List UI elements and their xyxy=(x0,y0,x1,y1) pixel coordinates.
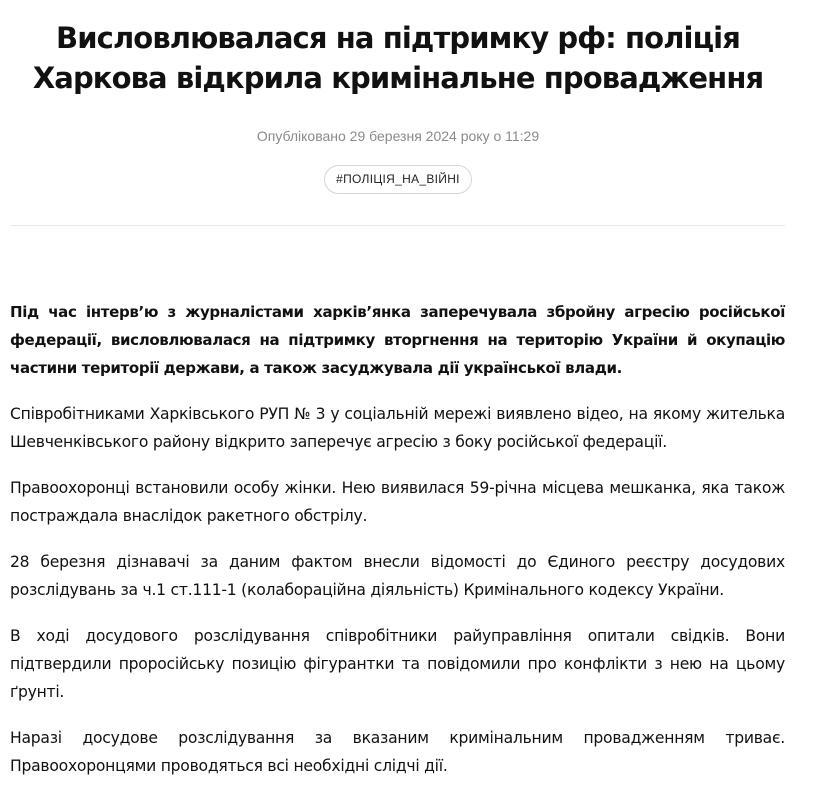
divider xyxy=(10,225,785,226)
tag-link[interactable]: #ПОЛІЦІЯ_НА_ВІЙНІ xyxy=(324,165,472,194)
body-paragraph: В ході досудового розслідування співробітники райуправління опитали свідків. Вони підтвердили проросійську позицію фігурантки та повідомили про конфлікти з нею на цьому ґрунті. xyxy=(10,627,785,701)
page-title: Висловлювалася на підтримку рф: поліція Харкова відкрила кримінальне провадження xyxy=(32,21,764,95)
publish-date: Опубліковано 29 березня 2024 року о 11:29 xyxy=(256,128,540,144)
body-paragraph: Наразі досудове розслідування за вказаним кримінальним провадженням триває. Правоохоронцями проводяться всі необхідні слідчі дії. xyxy=(10,729,785,775)
body-paragraph: Правоохоронці встановили особу жінки. Нею виявилася 59-річна місцева мешканка, яка також постраждала внаслідок ракетного обстрілу. xyxy=(10,479,785,525)
body-paragraph: 28 березня дізнавачі за даним фактом внесли відомості до Єдиного реєстру досудових розслідувань за ч.1 ст.111-1 (колабораційна діяльність) Кримінального кодексу України. xyxy=(10,553,785,599)
article-body xyxy=(10,298,785,780)
article-header xyxy=(0,0,796,194)
lead-paragraph: Під час інтерв’ю з журналістами харків’янка заперечувала збройну агресію російської федерації, висловлювалася на підтримку вторгнення на територію України й окупацію частини території держави, а також засуджувала дії української влади. xyxy=(10,303,785,377)
body-paragraph: Співробітниками Харківського РУП № 3 у соціальній мережі виявлено відео, на якому жителька Шевченківського району відкрито заперечує агресію з боку російської федерації. xyxy=(10,405,785,451)
